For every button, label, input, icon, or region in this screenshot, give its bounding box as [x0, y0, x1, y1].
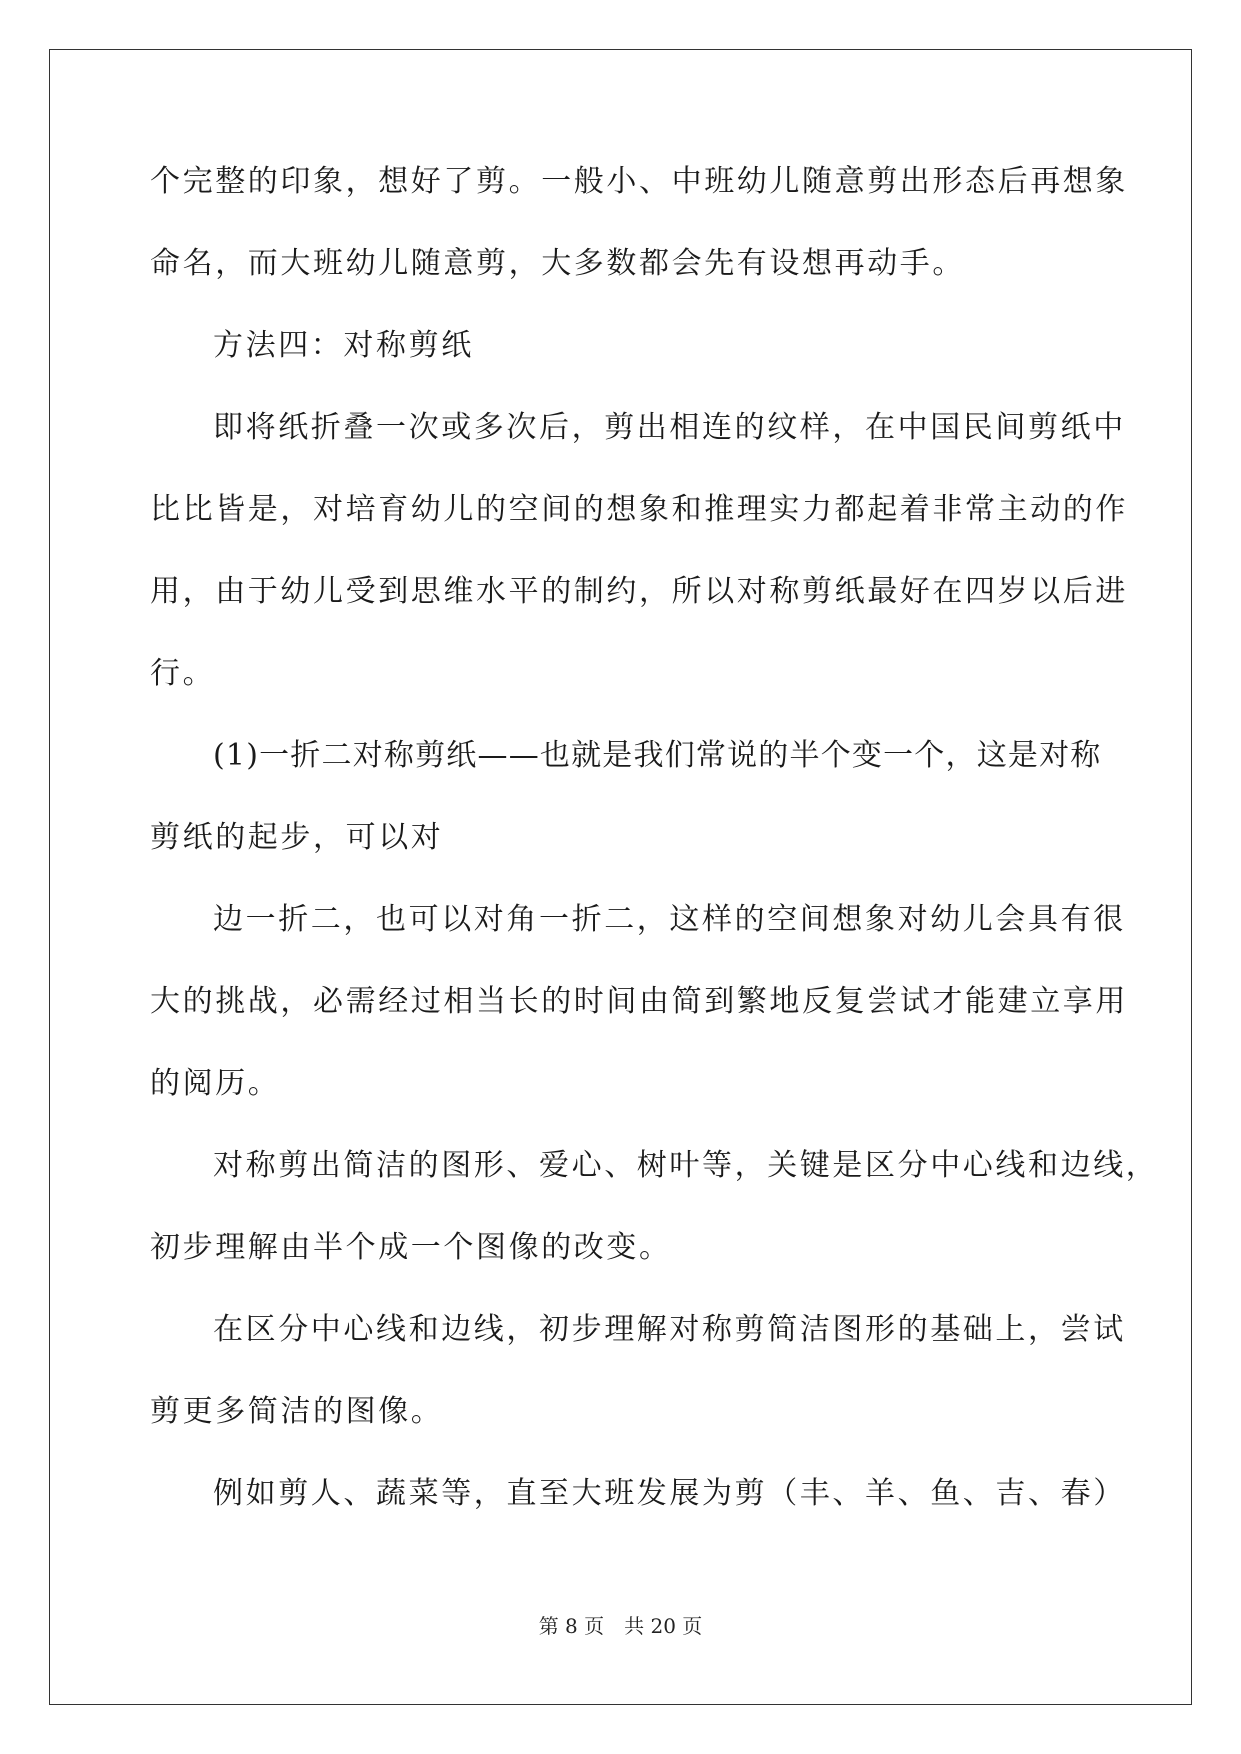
paragraph-line: 个完整的印象，想好了剪。一般小、中班幼儿随意剪出形态后再想象 — [150, 164, 1128, 199]
page-footer — [0, 1614, 1241, 1638]
paragraph-line: 在区分中心线和边线，初步理解对称剪简洁图形的基础上，尝试 — [213, 1312, 1126, 1347]
page-total: 共 20 页 — [624, 1614, 703, 1638]
paragraph-line: 大的挑战，必需经过相当长的时间由简到繁地反复尝试才能建立享用 — [150, 984, 1128, 1019]
page-number: 第 8 页 — [538, 1614, 605, 1638]
paragraph-line: (1)一折二对称剪纸——也就是我们常说的半个变一个，这是对称 — [213, 738, 1102, 773]
paragraph-line: 例如剪人、蔬菜等，直至大班发展为剪（丰、羊、鱼、吉、春） — [213, 1476, 1126, 1511]
paragraph-line: 用，由于幼儿受到思维水平的制约，所以对称剪纸最好在四岁以后进 — [150, 574, 1128, 609]
paragraph-line: 行。 — [150, 656, 216, 691]
paragraph-line: 初步理解由半个成一个图像的改变。 — [150, 1230, 672, 1265]
paragraph-line: 剪纸的起步，可以对 — [150, 820, 444, 855]
paragraph-line: 即将纸折叠一次或多次后，剪出相连的纹样，在中国民间剪纸中 — [213, 410, 1126, 445]
paragraph-line: 对称剪出简洁的图形、爱心、树叶等，关键是区分中心线和边线， — [213, 1148, 1159, 1183]
paragraph-line: 比比皆是，对培育幼儿的空间的想象和推理实力都起着非常主动的作 — [150, 492, 1128, 527]
page-border — [49, 49, 1192, 1705]
paragraph-line: 剪更多简洁的图像。 — [150, 1394, 444, 1429]
paragraph-line: 边一折二，也可以对角一折二，这样的空间想象对幼儿会具有很 — [213, 902, 1126, 937]
paragraph-line: 命名，而大班幼儿随意剪，大多数都会先有设想再动手。 — [150, 246, 965, 281]
section-heading: 方法四：对称剪纸 — [213, 328, 474, 363]
paragraph-line: 的阅历。 — [150, 1066, 281, 1101]
